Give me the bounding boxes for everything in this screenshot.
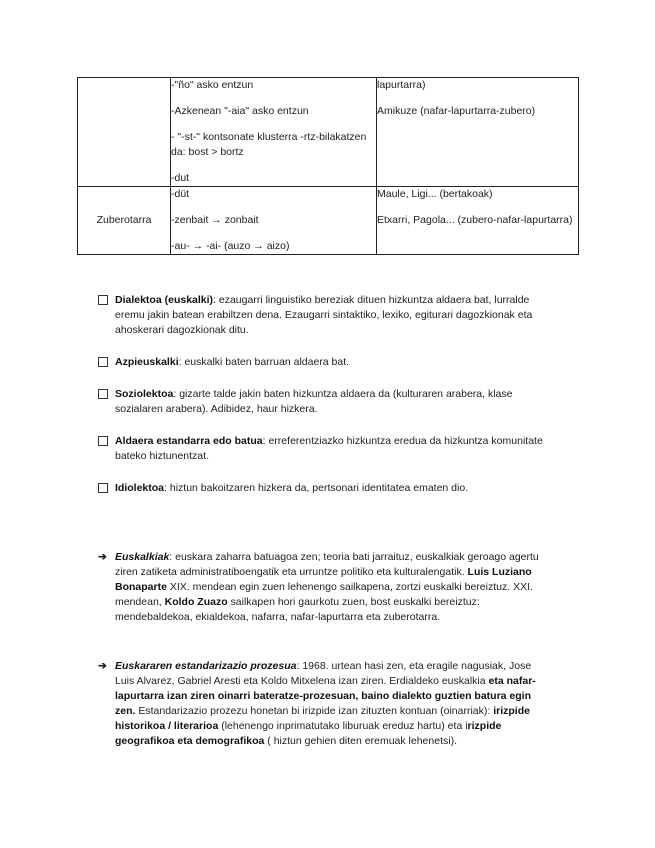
table-row — [78, 78, 579, 187]
list-item — [98, 293, 548, 338]
checkbox-icon[interactable] — [98, 295, 108, 305]
bullet-term: Euskalkiak — [115, 551, 170, 563]
definitions-list — [98, 293, 548, 513]
checkbox-icon[interactable] — [98, 483, 108, 493]
list-item — [98, 481, 548, 496]
bullet-text: sailkapen hori gaurkotu zuen, bost euskalki bereiztuz: mendebaldekoa, ekialdekoa, nafarra, nafar-lapurtarra eta zuberotarra. — [115, 596, 480, 623]
feature-line: -au- → -ai- (auzo → aizo) — [171, 240, 290, 252]
arrow-bullet-estandarizazioa — [98, 659, 548, 749]
feature-line: -"ño" asko entzun — [171, 79, 254, 91]
features-cell — [171, 187, 377, 255]
bold-phrase: irizpide historikoa / literarioa — [115, 705, 530, 732]
arrow-right-icon: ➔ — [98, 660, 107, 672]
bold-phrase: eta nafar-lapurtarra izan ziren oinarri bateratze-prozesuan, baino dialekto guztien batura egin zen. — [115, 675, 536, 717]
bullet-paragraph — [98, 550, 548, 625]
definition-text: : erreferentziazko hizkuntza eredua da hizkuntza komunitate bateko hiztunentzat. — [115, 435, 543, 462]
arrow-bullet-euskalkiak — [98, 550, 548, 625]
place-line: Maule, Ligi... (bertakoak) — [377, 188, 493, 200]
definition-text: : gizarte talde jakin baten hizkuntza aldaera da (kulturaren arabera, klase sozialaren arabera). Adibidez, haur hizkera. — [115, 388, 513, 415]
checkbox-icon[interactable] — [98, 436, 108, 446]
list-item — [98, 434, 548, 464]
region-cell — [78, 78, 171, 187]
bold-name: Luis Luziano Bonaparte — [115, 566, 532, 593]
feature-line: -dut — [171, 172, 190, 184]
places-cell — [377, 187, 579, 255]
checkbox-icon[interactable] — [98, 357, 108, 367]
feature-line: -zenbait → zonbait — [171, 214, 259, 226]
list-item — [98, 355, 548, 370]
checkbox-icon[interactable] — [98, 389, 108, 399]
definition-text: : ezaugarri linguistiko bereziak dituen hizkuntza aldaera bat, lurralde eremu jakin batean erabiltzen dena. Ezaugarri sintaktiko, lexiko, egiturari dagozkionak eta ahoskerari dagozkionak ditu. — [115, 294, 533, 336]
definition-term: Azpieuskalki — [115, 356, 179, 368]
dialect-table — [77, 77, 579, 255]
bold-name: Koldo Zuazo — [164, 596, 228, 608]
place-line: Etxarri, Pagola... (zubero-nafar-lapurtarra) — [377, 214, 573, 226]
bullet-text: : 1968. urtean hasi zen, eta eragile nagusiak, Jose Luis Alvarez, Gabriel Aresti eta Koldo Mitxelena izan ziren. Erdialdeko euskalkia — [115, 660, 532, 687]
bullet-text: XIX. mendean egin zuen lehenengo sailkapena, zortzi euskalki bereiztuz. XXI. mendean, — [115, 581, 533, 608]
feature-line: - "-st-" kontsonate klusterra -rtz-bilakatzen da: bost > bortz — [171, 131, 367, 158]
definition-text: : euskalki baten barruan aldaera bat. — [178, 356, 350, 368]
places-cell — [377, 78, 579, 187]
bullet-paragraph — [98, 659, 548, 749]
place-line: lapurtarra) — [377, 79, 426, 91]
feature-line: -Azkenean "-aia" asko entzun — [171, 105, 309, 117]
place-line: Amikuze (nafar-lapurtarra-zubero) — [377, 105, 536, 117]
definition-term: Aldaera estandarra edo batua — [115, 435, 263, 447]
arrow-right-icon: ➔ — [98, 551, 107, 563]
features-cell — [171, 78, 377, 187]
bullet-text: : euskara zaharra batuagoa zen; teoria bati jarraituz, euskalkiak geroago agertu ziren zatiketa administratiboengatik eta urruntze politiko eta kulturalengatik. — [115, 551, 539, 578]
bullet-text: ( hiztun gehien diten eremuak lehenetsi). — [264, 735, 457, 747]
bullet-term: Euskararen estandarizazio prozesua — [115, 660, 297, 672]
definition-term: Soziolektoa — [115, 388, 174, 400]
definition-term: Dialektoa (euskalki) — [115, 294, 214, 306]
bold-phrase: rizpide geografikoa eta demografikoa — [115, 720, 502, 747]
definition-text: : hiztun bakoitzaren hizkera da, pertsonari identitatea ematen dio. — [164, 482, 469, 494]
bullet-text: Estandarizazio prozezu honetan bi irizpide izan zituzten kontuan (oinarriak): — [135, 705, 494, 717]
table-row — [78, 187, 579, 255]
definition-term: Idiolektoa — [115, 482, 165, 494]
region-cell: Zuberotarra — [78, 187, 171, 255]
list-item — [98, 387, 548, 417]
feature-line: -düt — [171, 188, 190, 200]
bullet-text: (lehenengo inprimatutako liburuak ereduz hartu) eta i — [218, 720, 468, 732]
